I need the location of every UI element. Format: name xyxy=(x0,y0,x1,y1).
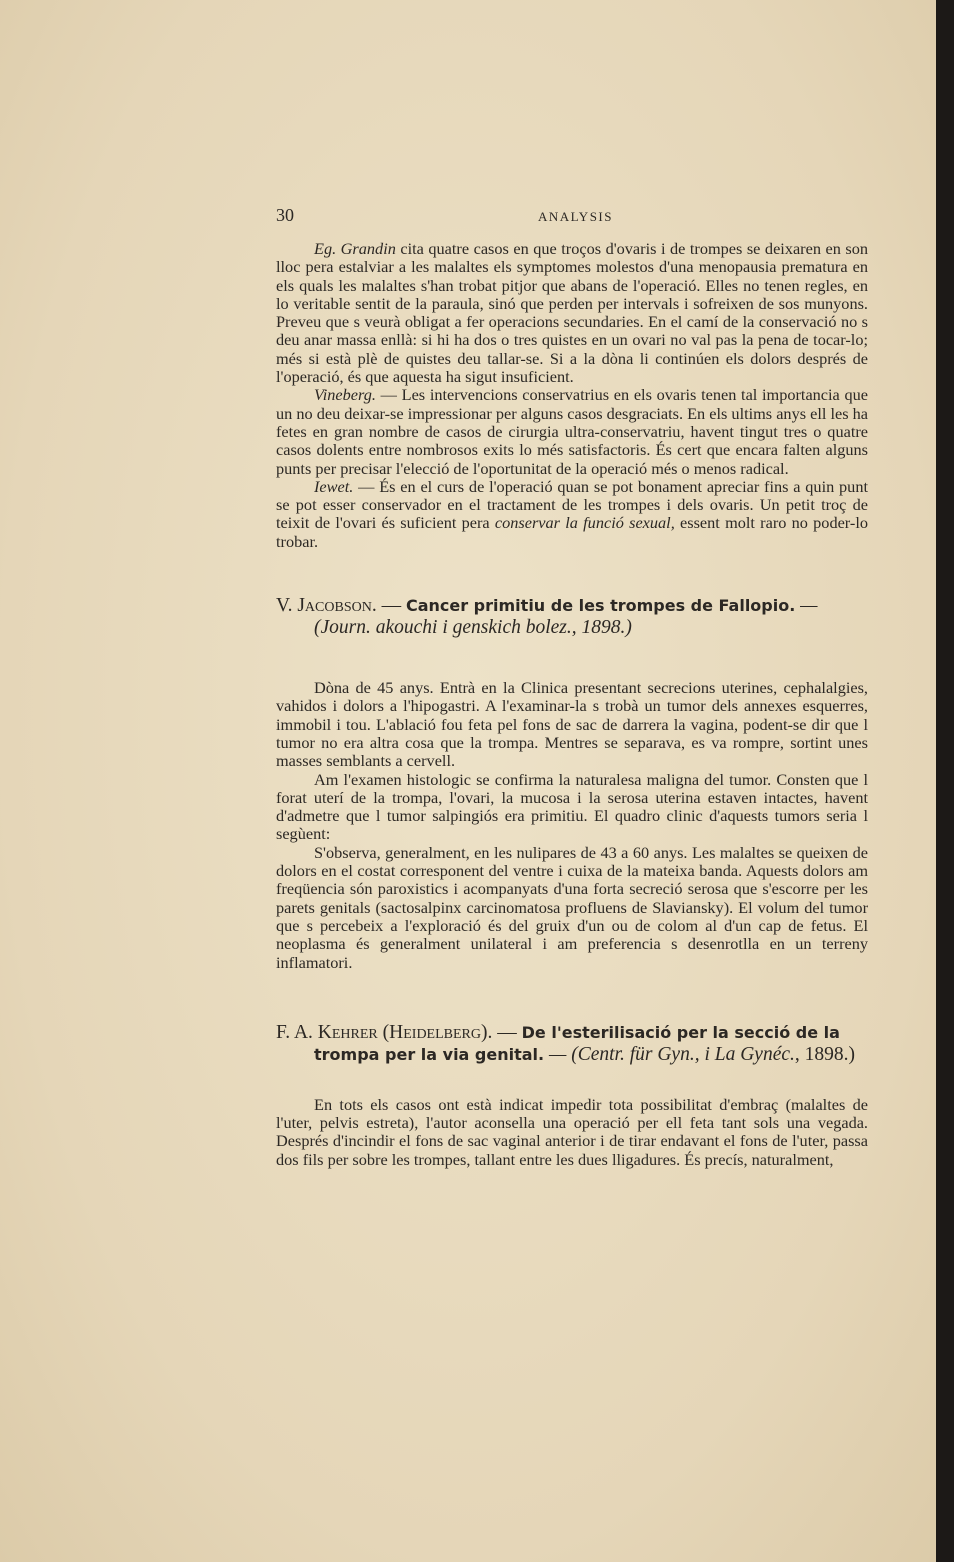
paragraph-vineberg xyxy=(276,386,868,477)
paragraph-iewet xyxy=(276,478,868,551)
author-name: Eg. Grandin xyxy=(314,239,396,258)
paragraph-text: cita quatre casos en que troços d'ovaris i de trompes se deixaren en son lloc pera estalviar a les malaltes els symptomes molestos d'una menopausia prematura en els quals les malaltes s'han trobat pitjor que abans de l'operació. Elles no tenen regles, en lo veritable sentit de la paraula, sinó que perden per intervals i sofreixen de sos munyons. Preveu que s veurà obligat a fer operacions secundaries. En el camí de la conservació no s deu anar massa enllà: si hi ha dos o tres quistes en un ovari no val pas la pena de tocar-lo; més si està plè de quistes deu tallar-se. Si a la dòna li continúen els dolors després de l'operació, és que aquesta ha sigut insuficient. xyxy=(276,239,868,387)
article-title: Cancer primitiu de les trompes de Fallopio. xyxy=(405,596,796,616)
paragraph: En tots els casos ont està indicat impedir tota possibilitat d'embraç (malaltes de l'uter, pelvis estreta), l'autor aconsella una operació per ell feta tant sols una vegada. Després d'incindir el fons de sac vaginal anterior i de tirar endavant el fons de l'uter, passa dos fils per sobre les trompes, tallant entre les dues lligadures. És precís, naturalment, xyxy=(276,1094,868,1169)
italic-phrase: conservar la funció sexual, xyxy=(494,513,675,533)
heading-dash: . — xyxy=(371,595,406,617)
paragraph: Dòna de 45 anys. Entrà en la Clinica presentant secrecions uterines, cephalalgies, vahidos i dolors a l'hipogastri. A l'examinar-la s trobà un tumor dels annexes esquerres, immobil i tou. L'ablació fou feta pel fons de sac de darrera la vagina, podent-se dir que l tumor no era altra cosa que la trompa. Mentres se separava, es va rompre, sortint unes masses semblants a cervell. xyxy=(276,678,868,771)
author-name: Vineberg. xyxy=(314,385,376,405)
page-body xyxy=(276,240,868,1169)
paragraph-text: — Les intervencions conservatrius en els ovaris tenen tal importancia que un no deu deixar-se impressionar per alguns casos desgraciats. En els ultims anys ell les ha fetes en gran nombre de casos de cirurgia ultra-conservatriu, havent tingut tres o quatre casos dolents entre nombrosos exits lo més satisfactoris. És cert que encara falten alguns punts per precisar l'elecció de l'oportunitat de la operació més o menos radical. xyxy=(276,385,868,478)
article-heading-kehrer xyxy=(276,1022,868,1066)
author-place: (Heidelberg) xyxy=(377,1021,488,1043)
article-source: — (Journ. akouchi i genskich bolez., 1898.) xyxy=(314,595,818,639)
paragraph: S'observa, generalment, en les nulipares de 43 a 60 anys. Les malaltes se queixen de dolors en el costat corresponent del ventre i cuixa de la mateixa banda. Aquests dolors am freqüencia són paroxistics i acompanyats d'una forta secreció serosa que s'escorre per les parets genitals (sactosalpinx carcinomatosa profluens de Slaviansky). El volum del tumor que s percebeix a l'exploració és del gruix d'un ou de colom al d'un cap de fetus. El neoplasma és generalment unilateral i am preferencia s desenrotlla en un terreny inflamatori. xyxy=(276,842,868,972)
author-name: Kehrer xyxy=(317,1021,378,1043)
paragraph-text: essent molt raro no poder-lo trobar. xyxy=(276,513,868,551)
paragraph-text: — És en el curs de l'operació quan se pot bonament apreciar fins a quin punt se pot esser conservador en el tractament de les trompes i dels ovaris. Un petit troç de teixit de l'ovari és suficient pera xyxy=(276,476,868,533)
scan-edge xyxy=(936,0,954,1562)
running-head: ANALYSIS xyxy=(538,209,613,224)
author-initial: F. A. xyxy=(276,1021,318,1043)
paragraph-grandin xyxy=(276,240,868,386)
author-name: Iewet. xyxy=(314,476,354,496)
article-source-journal: La Gynéc. xyxy=(714,1043,795,1065)
paragraph: Am l'examen histologic se confirma la naturalesa maligna del tumor. Consten que l forat uterí de la trompa, l'ovari, la mucosa i la serosa uterina estaven intactes, havent d'admetre que l tumor salpingiós era primitiu. El quadro clinic d'aquests tumors seria l segùent: xyxy=(276,769,868,844)
page-number: 30 xyxy=(276,205,294,225)
page-header xyxy=(276,205,868,233)
article-source: — (Centr. für Gyn., i xyxy=(544,1043,715,1065)
author-initial: V. xyxy=(276,595,298,617)
article-heading-jacobson xyxy=(276,595,868,639)
article-title: De l'esterilisació per la secció de la trompa per la via genital. xyxy=(314,1022,840,1064)
heading-dash: . — xyxy=(487,1021,522,1043)
article-source-year: , 1898.) xyxy=(794,1043,856,1065)
author-name: Jacobson xyxy=(297,595,372,617)
